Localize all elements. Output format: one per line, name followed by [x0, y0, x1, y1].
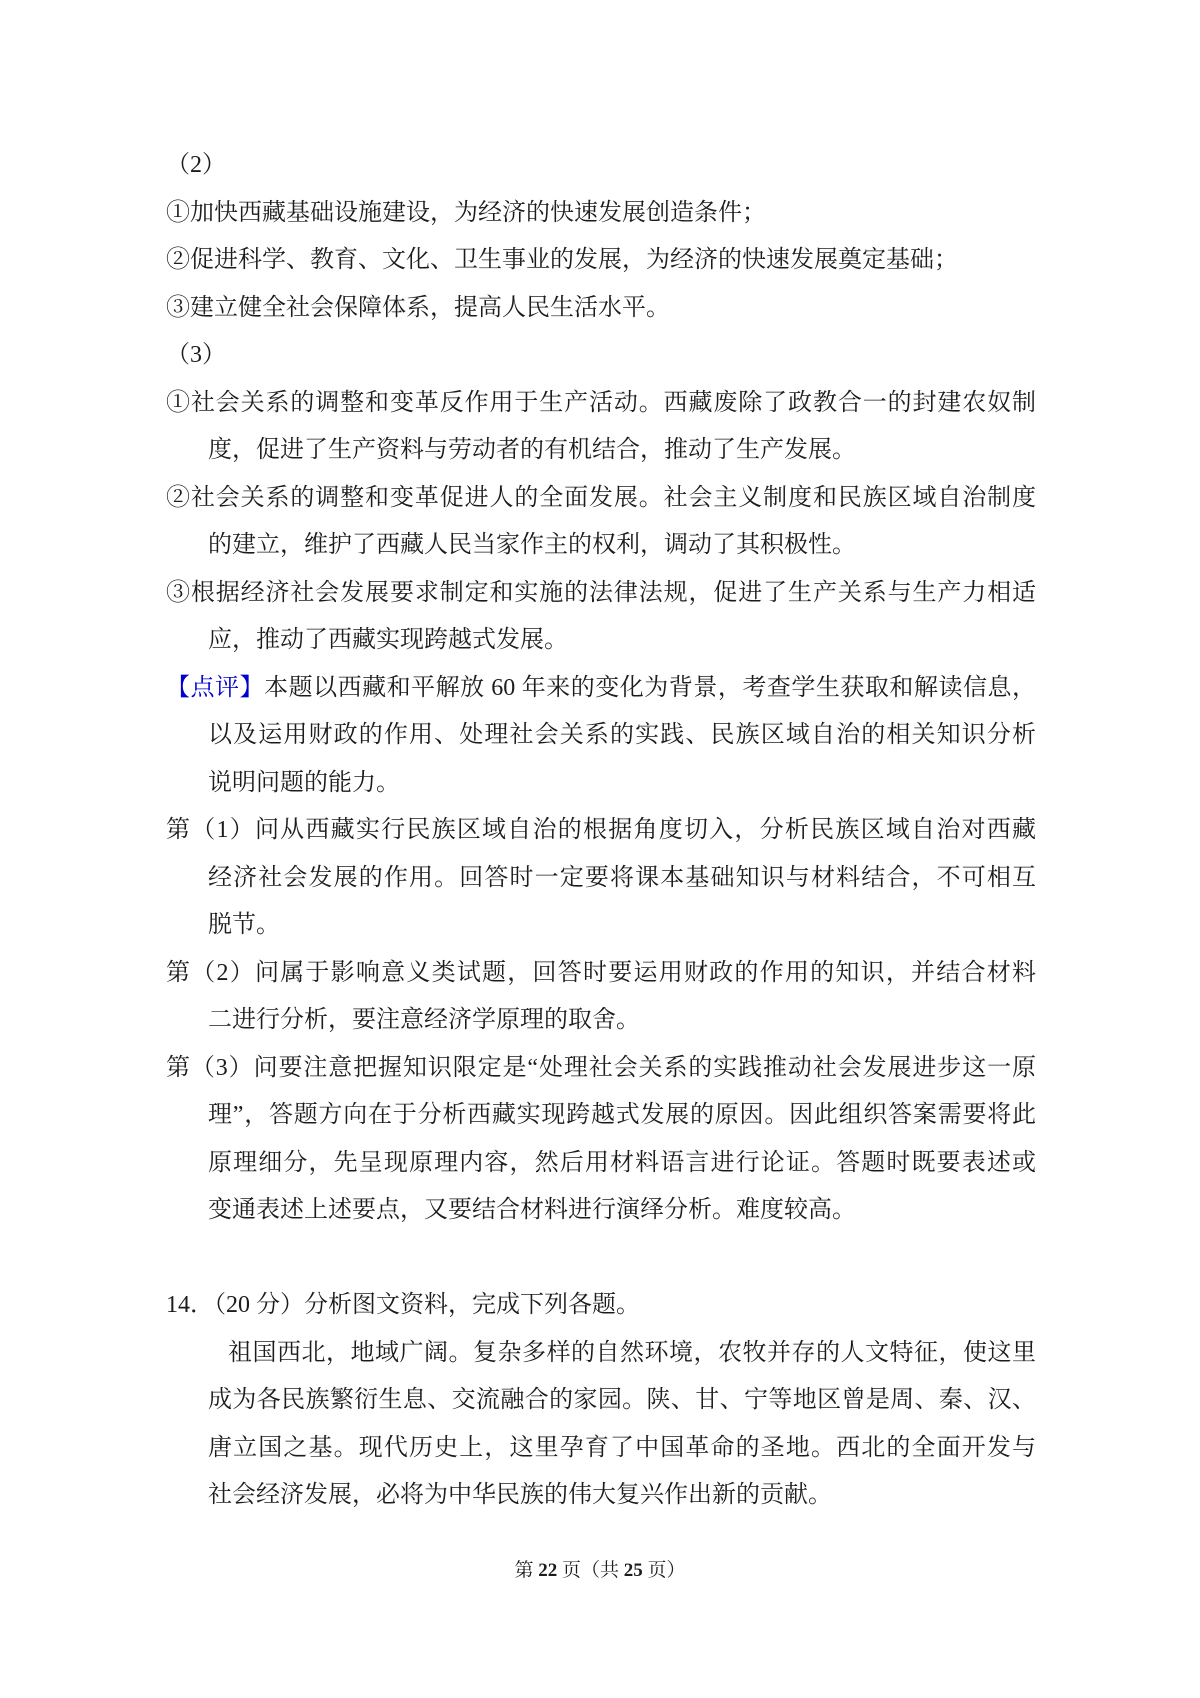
text-span: 页） [642, 1560, 686, 1581]
text-line: ①加快西藏基础设施建设，为经济的快速发展创造条件； [166, 199, 766, 226]
text-line: 的建立，维护了西藏人民当家作主的权利，调动了其积极性。 [208, 532, 856, 558]
text-line: ③根据经济社会发展要求制定和实施的法律法规，促进了生产关系与生产力相适 [166, 579, 1036, 606]
text-line: ②社会关系的调整和变革促进人的全面发展。社会主义制度和民族区域自治制度 [166, 484, 1036, 511]
text-line: 第（1）问从西藏实行民族区域自治的根据角度切入，分析民族区域自治对西藏 [166, 817, 1036, 843]
text-line: 社会经济发展，必将为中华民族的伟大复兴作出新的贡献。 [208, 1482, 832, 1508]
text-line: （3） [166, 342, 226, 368]
text-line: （2） [166, 152, 226, 178]
text-span: 第 [514, 1560, 539, 1581]
text-line: 成为各民族繁衍生息、交流融合的家园。陕、甘、宁等地区曾是周、秦、汉、 [208, 1387, 1036, 1413]
text-line [166, 665, 1036, 713]
text-line: 第（3）问要注意把握知识限定是“处理社会关系的实践推动社会发展进步这一原 [166, 1054, 1036, 1081]
text-line: 祖国西北，地域广阔。复杂多样的自然环境，农牧并存的人文特征，使这里 [228, 1339, 1036, 1366]
text-line: ②促进科学、教育、文化、卫生事业的发展，为经济的快速发展奠定基础； [166, 247, 958, 273]
text-line: 唐立国之基。现代历史上，这里孕育了中国革命的圣地。西北的全面开发与 [208, 1434, 1036, 1461]
text-line: ③建立健全社会保障体系，提高人民生活水平。 [166, 294, 670, 321]
text-line: 变通表述上述要点，又要结合材料进行演绎分析。难度较高。 [208, 1197, 856, 1223]
text-line: ①社会关系的调整和变革反作用于生产活动。西藏废除了政教合一的封建农奴制 [166, 389, 1036, 416]
text-line: 说明问题的能力。 [208, 769, 400, 796]
text-line: 经济社会发展的作用。回答时一定要将课本基础知识与材料结合，不可相互 [208, 864, 1036, 891]
text-line: 理”，答题方向在于分析西藏实现跨越式发展的原因。因此组织答案需要将此 [208, 1102, 1036, 1128]
text-line: 第（2）问属于影响意义类试题，回答时要运用财政的作用的知识，并结合材料 [166, 959, 1036, 986]
text-span: 25 [623, 1560, 643, 1581]
page-footer [0, 1558, 1200, 1584]
text-line: 度，促进了生产资料与劳动者的有机结合，推动了生产发展。 [208, 437, 856, 463]
text-line: 14．（20 分）分析图文资料，完成下列各题。 [166, 1292, 640, 1318]
text-line: 二进行分析，要注意经济学原理的取舍。 [208, 1007, 640, 1033]
text-span: 本题以西藏和平解放 60 年来的变化为背景，考查学生获取和解读信息， [264, 674, 1036, 701]
text-span: 22 [538, 1560, 558, 1581]
text-line: 原理细分，先呈现原理内容，然后用材料语言进行论证。答题时既要表述或 [208, 1149, 1036, 1176]
comment-label: 【点评】 [166, 674, 265, 701]
text-line: 以及运用财政的作用、处理社会关系的实践、民族区域自治的相关知识分析 [208, 722, 1036, 748]
blank-line [166, 1235, 1036, 1283]
text-line: 脱节。 [208, 912, 280, 938]
text-line: 应，推动了西藏实现跨越式发展。 [208, 627, 568, 653]
document-body [166, 142, 1036, 1520]
text-span: 页（共 [557, 1560, 624, 1581]
